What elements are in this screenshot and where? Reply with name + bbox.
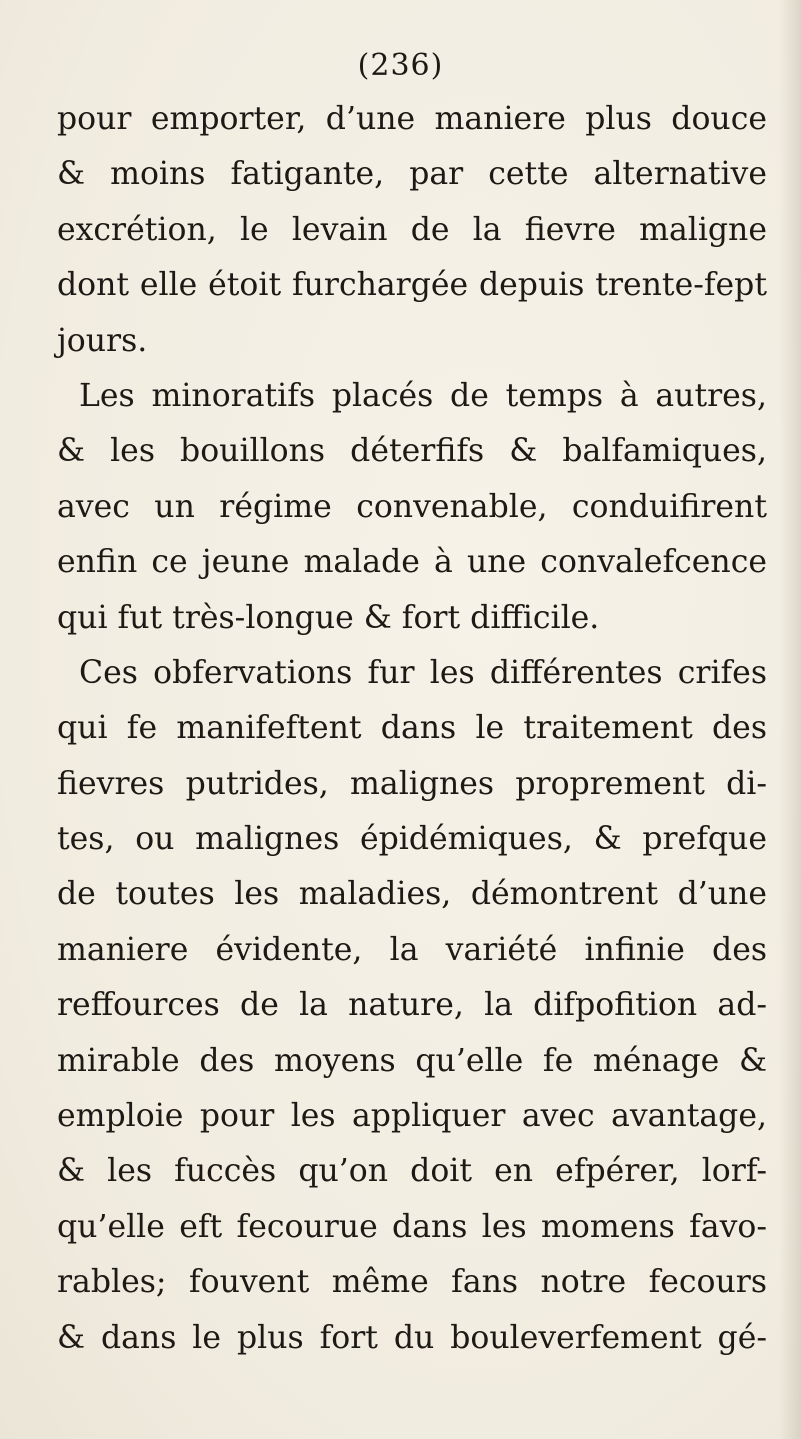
text-line: rables; fouvent même fans notre fecours: [57, 1264, 767, 1301]
text-line: excrétion, le levain de la fievre maligne: [57, 211, 767, 248]
text-line: & les fuccès qu’on doit en efpérer, lorf-: [57, 1153, 767, 1190]
text-line: & les bouillons déterfifs & balfamiques,: [57, 433, 767, 470]
text-line: Les minoratifs placés de temps à autres,: [79, 377, 767, 414]
text-line: & moins fatigante, par cette alternative: [57, 156, 767, 193]
text-line: avec un régime convenable, conduifirent: [57, 488, 767, 525]
text-line: emploie pour les appliquer avec avantage,: [57, 1098, 767, 1135]
page-edge-shadow: [779, 0, 801, 1439]
text-line: dont elle étoit furchargée depuis trente-fept: [57, 267, 767, 304]
text-line: tes, ou malignes épidémiques, & prefque: [57, 821, 767, 858]
text-line: fievres putrides, malignes proprement di-: [57, 765, 767, 802]
text-line: pour emporter, d’une maniere plus douce: [57, 101, 767, 137]
page-number: (236): [357, 48, 444, 83]
text-line: de toutes les maladies, démontrent d’une: [57, 876, 767, 913]
text-line: qui fut très-longue & fort difficile.: [57, 599, 600, 636]
text-line: enfin ce jeune malade à une convalefcence: [57, 544, 767, 581]
text-line: reffources de la nature, la difpofition ad-: [57, 987, 767, 1024]
text-line: qu’elle eft fecourue dans les momens favo-: [57, 1208, 767, 1245]
text-line: maniere évidente, la variété infinie des: [57, 931, 767, 968]
text-line: Ces obfervations fur les différentes crifes: [79, 654, 767, 691]
text-line: mirable des moyens qu’elle fe ménage &: [57, 1042, 767, 1079]
text-line: qui fe manifeftent dans le traitement des: [57, 710, 767, 747]
text-line: jours.: [57, 322, 148, 359]
text-line: & dans le plus fort du bouleverfement gé-: [57, 1319, 767, 1356]
body-text: [57, 92, 767, 1366]
